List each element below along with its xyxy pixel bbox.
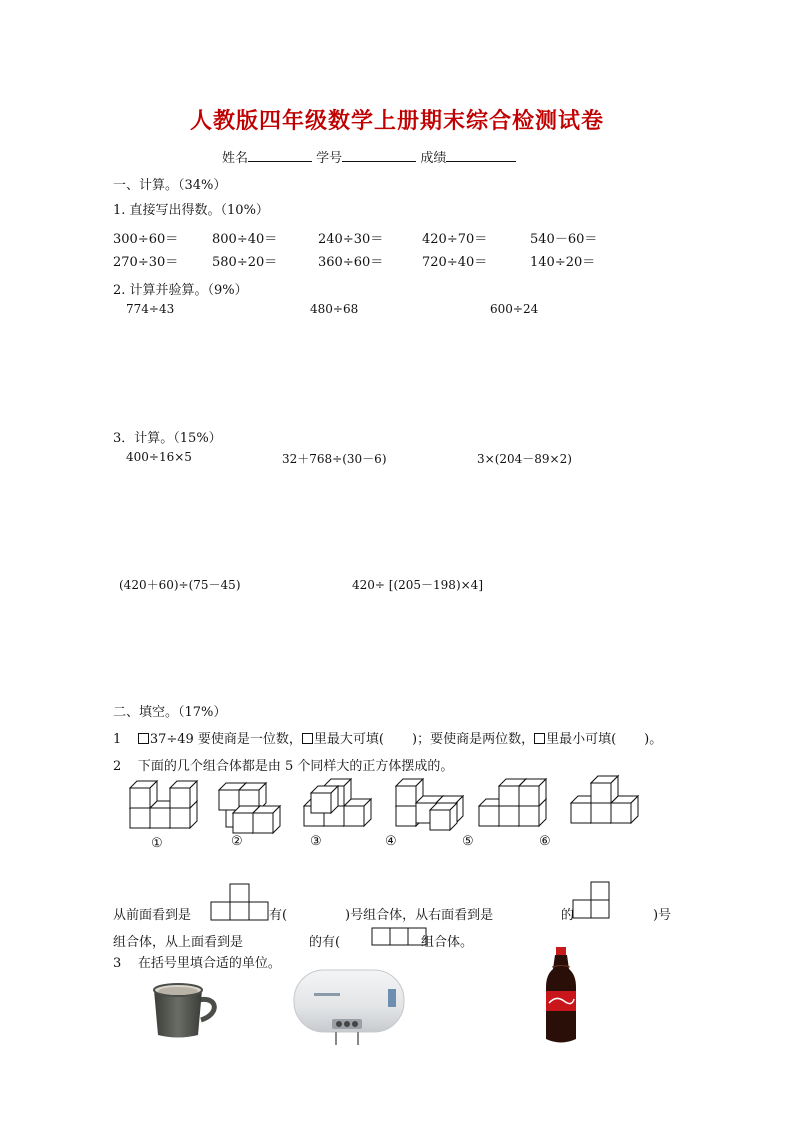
view-line-1-d: 的: [561, 908, 575, 923]
section2-heading: 二、填空。（17%）: [113, 705, 227, 720]
right-view-shape: [573, 882, 609, 918]
top-view-shape: [372, 928, 426, 945]
fill-q1-text: )；要使商是两位数，: [412, 732, 535, 747]
figure-5: [479, 779, 546, 826]
figure-2: [219, 783, 280, 833]
fill-q3-text: 在括号里填合适的单位。: [137, 956, 281, 971]
figure-6: [571, 776, 638, 823]
q2-item: 774÷43: [126, 302, 175, 316]
q1-item: 720÷40＝: [422, 255, 488, 270]
q1-item: 240÷30＝: [318, 232, 384, 247]
front-view-shape: [211, 884, 268, 920]
fill-q1-text: 里最小可填(: [546, 732, 617, 747]
q3-item: 420÷ [(205－198)×4]: [352, 578, 483, 592]
figure-label: ⑤: [462, 834, 474, 849]
figure-3: [304, 779, 371, 826]
q1-item: 540－60＝: [530, 232, 598, 247]
fill-q3: [113, 952, 281, 971]
q3-item: (420＋60)÷(75－45): [119, 578, 241, 592]
q3-heading: 3．计算。（15%）: [113, 431, 222, 446]
figure-label: ④: [385, 834, 397, 849]
view-line-2-a: 组合体，从上面看到是: [113, 935, 244, 950]
fill-q1-text: 37÷49 要使商是一位数，: [149, 732, 302, 747]
q1-item: 420÷70＝: [422, 232, 488, 247]
view-line-1-b: 有(: [269, 908, 288, 923]
q2-item: 600÷24: [490, 302, 539, 316]
q-number: 2: [113, 759, 122, 774]
figure-label: ①: [151, 836, 163, 851]
view-line-1-c: )号组合体，从右面看到是: [345, 908, 494, 923]
fill-q2-text: 下面的几个组合体都是由 5 个同样大的正方体摆成的。: [137, 759, 454, 774]
q1-item: 270÷30＝: [113, 255, 179, 270]
view-line-2-c: 组合体。: [421, 935, 474, 950]
q1-item: 300÷60＝: [113, 232, 179, 247]
id-label: 学号: [316, 151, 343, 166]
fill-q1-text: )。: [644, 732, 663, 747]
figure-1: [130, 781, 197, 828]
q3-item: 32＋768÷(30－6): [282, 452, 387, 466]
q1-item: 580÷20＝: [212, 255, 278, 270]
view-line-2-b: 的有(: [309, 935, 341, 950]
q-number: 3: [113, 956, 122, 971]
q1-heading: 1. 直接写出得数。（10%）: [113, 203, 269, 218]
q2-heading: 2. 计算并验算。（9%）: [113, 283, 248, 298]
figure-label: ③: [310, 834, 322, 849]
figure-4: [396, 779, 463, 830]
section1-heading: 一、计算。（34%）: [113, 178, 227, 193]
q1-item: 800÷40＝: [212, 232, 278, 247]
view-line-1-a: 从前面看到是: [113, 908, 192, 923]
view-line-1-e: )号: [653, 908, 672, 923]
q-number: 1: [113, 732, 122, 747]
cup-image: [150, 980, 222, 1040]
figure-label: ②: [231, 834, 243, 849]
q3-item: 400÷16×5: [126, 450, 192, 464]
q1-item: 140÷20＝: [530, 255, 596, 270]
fill-q1-text: 里最大可填(: [313, 732, 384, 747]
water-heater-image: [292, 967, 406, 1047]
name-label: 姓名: [222, 151, 249, 166]
figure-label: ⑥: [539, 834, 551, 849]
q2-item: 480÷68: [310, 302, 359, 316]
cola-bottle-image: [512, 943, 608, 1047]
score-label: 成绩: [420, 151, 447, 166]
q1-item: 360÷60＝: [318, 255, 384, 270]
page-title: 人教版四年级数学上册期末综合检测试卷: [189, 108, 604, 134]
q3-item: 3×(204－89×2): [477, 452, 572, 466]
